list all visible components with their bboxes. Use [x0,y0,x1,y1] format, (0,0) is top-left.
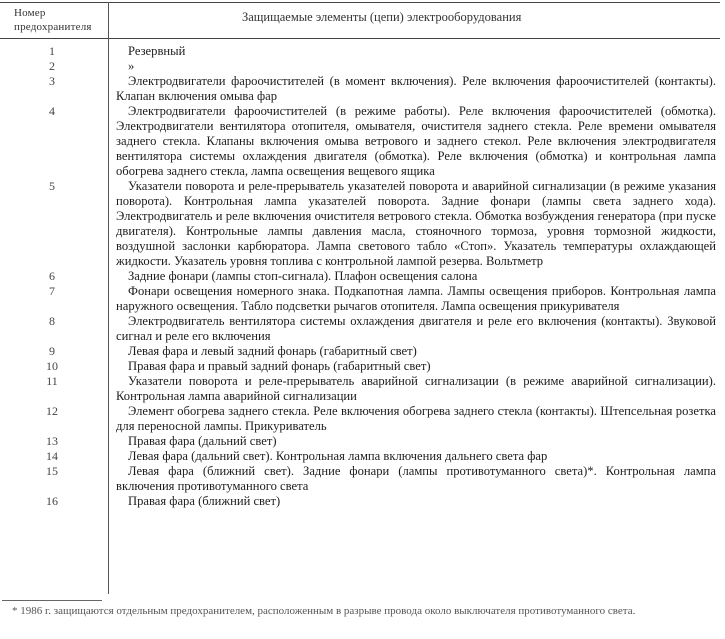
protected-elements-text: Электродвигатель вентилятора системы охлаждения двигателя и реле его включения (контакты). Звуковой сигнал и реле его включения [116,314,716,343]
protected-elements-text: Электродвигатели фароочистителей (в режиме работы). Реле включения фароочистителей (обмотка). Электродвигатели вентилятора отопителя, омывателя, очистителя заднего стекла. Реле времени омывателя заднего стекла. Клапаны включения омыва ветрового и заднего стекол. Реле включения электродвигателя вентилятора системы охлаждения двигателя (обмотка). Реле включения (обмотка) и контрольная лампа обогрева заднего стекла, лампа освещения вещевого ящика [116,104,716,178]
table-row [0,449,725,464]
table-row [0,269,725,284]
protected-elements-text: Правая фара (дальний свет) [128,434,277,448]
table-row [0,59,725,74]
table-row [0,359,725,374]
header-fuse-number: Номер предохранителя [14,7,92,33]
table-row [0,314,725,344]
protected-elements-text: Левая фара и левый задний фонарь (габаритный свет) [128,344,417,358]
fuse-number: 2 [49,59,55,73]
fuse-number: 10 [46,359,58,373]
protected-elements-text: Резервный [128,44,186,58]
table-row [0,374,725,404]
table-row [0,44,725,59]
table-row [0,434,725,449]
table-row [0,464,725,494]
fuse-number: 9 [49,344,55,358]
protected-elements-text: Левая фара (дальний свет). Контрольная лампа включения дальнего света фар [128,449,548,463]
protected-elements-text: Электродвигатели фароочистителей (в момент включения). Реле включения фароочистителей (контакты). Клапан включения омыва фар [116,74,716,103]
fuse-number: 12 [46,404,58,418]
fuse-number: 6 [49,269,55,283]
table-row [0,179,725,269]
protected-elements-text: Задние фонари (лампы стоп-сигнала). Плафон освещения салона [128,269,478,283]
protected-elements-text: Указатели поворота и реле-прерыватель указателей поворота и аварийной сигнализации (в режиме указания поворота). Контрольная лампа указателей поворота. Задние фонари (лампы света заднего хода). Электродвигатель и реле включения очистителя ветрового стекла. Обмотка возбуждения генератора (при пуске двигателя). Контрольные лампы давления масла, стояночного тормоза, уровня тормозной жидкости, воздушной заслонки карбюратора. Лампа светового табло «Стоп». Указатель температуры охлаждающей жидкости. Указатель уровня топлива с контрольной лампой резерва. Вольтметр [116,179,716,268]
fuse-number: 5 [49,179,55,193]
protected-elements-text: Элемент обогрева заднего стекла. Реле включения обогрева заднего стекла (контакты). Штепсельная розетка для переносной лампы. Прикуриватель [116,404,716,433]
table-row [0,104,725,179]
table-row [0,284,725,314]
fuse-number: 11 [46,374,58,388]
table-row [0,494,725,509]
footnote: * 1986 г. защищаются отдельным предохранителем, расположенным в разрыве провода около выключателя противотуманного света. [12,605,636,617]
fuse-number: 8 [49,314,55,328]
protected-elements-text: Правая фара (ближний свет) [128,494,281,508]
fuse-number: 1 [49,44,55,58]
fuse-number: 4 [49,104,55,118]
protected-elements-text: Правая фара и правый задний фонарь (габаритный свет) [128,359,431,373]
footnote-rule [2,600,102,601]
table-row [0,404,725,434]
fuse-number: 7 [49,284,55,298]
protected-elements-text: Левая фара (ближний свет). Задние фонари (лампы противотуманного света)*. Контрольная лампа включения противотуманного света [116,464,716,493]
fuse-number: 14 [46,449,58,463]
table-row [0,74,725,104]
table-row [0,344,725,359]
table-body [0,44,725,509]
fuse-number: 3 [49,74,55,88]
header-protected-elements: Защищаемые элементы (цепи) электрооборудования [242,10,522,24]
protected-elements-text: » [128,59,135,73]
fuse-number: 16 [46,494,58,508]
fuse-number: 15 [46,464,58,478]
protected-elements-text: Указатели поворота и реле-прерыватель аварийной сигнализации (в режиме аварийной сигнализации). Контрольная лампа аварийной сигнализации [116,374,716,403]
protected-elements-text: Фонари освещения номерного знака. Подкапотная лампа. Лампы освещения приборов. Контрольная лампа наружного освещения. Табло подсветки рычагов отопителя. Лампа освещения прикуривателя [116,284,716,313]
fuse-number: 13 [46,434,58,448]
